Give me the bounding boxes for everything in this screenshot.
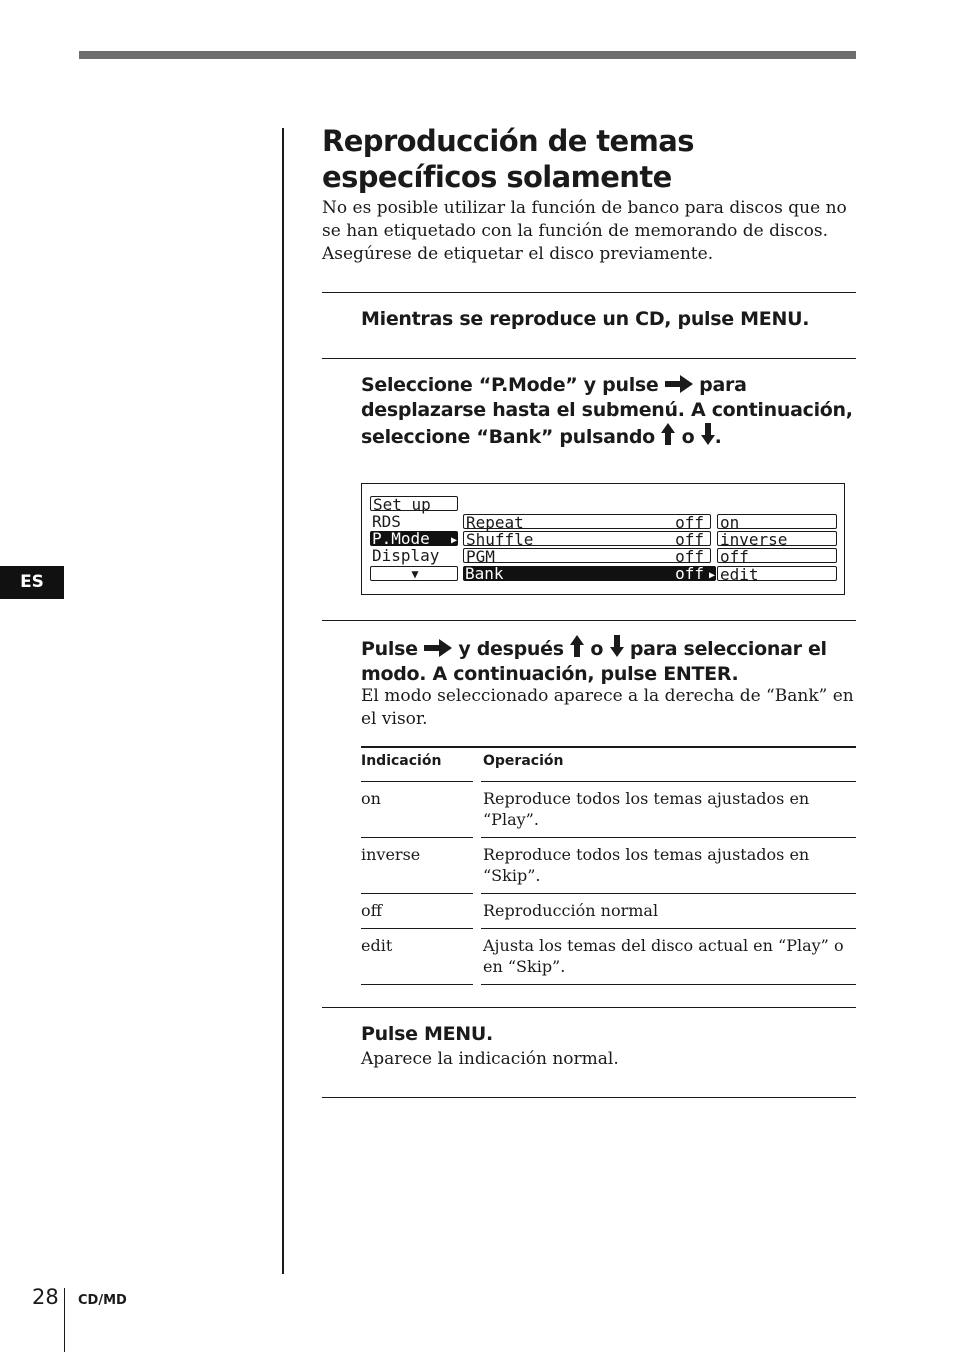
step-3 [361,635,856,687]
margin-rule [282,128,284,1274]
step-2-text: . [714,426,722,448]
play-triangle-icon: ▶ [708,570,715,581]
table-cell-operacion: Reproduce todos los temas ajustados en “Skip”. [483,845,810,885]
lcd-sub-label: PGM [466,547,495,566]
lcd-sub-label: Bank [465,564,504,583]
arrow-right-icon [424,639,452,657]
lcd-menu-item: RDS [372,512,401,531]
arrow-up-icon [661,423,675,445]
table-rule [481,893,856,894]
play-triangle-icon: ▶ [450,535,457,546]
table-cell-operacion: Ajusta los temas del disco actual en “Play” o en “Skip”. [483,936,844,976]
lcd-option: off [717,548,837,563]
table-rule [361,928,473,929]
table-rule [481,837,856,838]
step-3-note: El modo seleccionado aparece a la derecha de “Bank” en el visor. [361,686,854,729]
lcd-menu-item: Display [372,546,440,565]
table-rule [361,984,473,985]
table-top-rule [361,746,856,748]
lcd-sub-value: off [675,547,704,566]
step-2-text: para desplazarse hasta el submenú. A continuación, seleccione “Bank” pulsando [361,374,853,448]
step-3-text: o [590,638,604,660]
language-tab: ES [0,566,64,599]
table-cell-indicacion: on [361,789,381,808]
lcd-sub-label: Shuffle [466,530,534,549]
lcd-menu-item-selected [370,531,458,546]
divider [322,620,856,621]
step-3-text: Pulse [361,638,418,660]
table-rule [361,781,473,782]
step-1: Mientras se reproduce un CD, pulse MENU. [361,308,810,330]
lcd-sub-item [463,547,711,566]
step-3-text: y después [458,638,564,660]
divider [322,1007,856,1008]
footer-rule [64,1288,65,1352]
table-header-operacion: Operación [483,753,564,769]
lcd-sub-item [463,530,711,549]
lcd-option: inverse [717,531,837,546]
step-4-note: Aparece la indicación normal. [361,1049,619,1069]
lcd-sub-label: Repeat [466,513,524,532]
arrow-down-icon [701,423,715,445]
page-title: Reproducción de temas específicos solamente [322,124,694,194]
table-cell-indicacion: off [361,901,382,920]
arrow-right-icon [665,375,693,393]
lcd-menu-label: P.Mode [372,529,430,548]
page-number: 28 [32,1285,59,1309]
table-cell-operacion: Reproducción normal [483,901,659,920]
table-header-indicacion: Indicación [361,753,442,769]
lcd-sub-value: off [675,513,704,532]
table-cell-indicacion: edit [361,936,393,955]
footer-label: CD/MD [78,1293,127,1308]
step-4: Pulse MENU. [361,1023,493,1045]
lcd-menu-item: Set up [370,496,458,511]
table-cell-operacion: Reproduce todos los temas ajustados en “Play”. [483,789,810,829]
divider [322,292,856,293]
lcd-scroll-down: ▼ [370,566,458,581]
table-rule [361,893,473,894]
step-2-text: o [681,426,695,448]
table-rule [481,781,856,782]
step-2-text: Seleccione “P.Mode” y pulse [361,374,659,396]
intro-text: No es posible utilizar la función de banco para discos que no se han etiquetado con la función de memorando de discos. Asegúrese de etiquetar el disco previamente. [322,198,847,264]
lcd-option: edit [717,566,837,581]
table-rule [481,928,856,929]
lcd-sub-value: off [675,530,704,549]
lcd-sub-item [463,513,711,532]
lcd-display [361,483,845,595]
divider [322,1097,856,1098]
arrow-up-icon [570,635,584,657]
lcd-option: on [717,514,837,529]
lcd-sub-item-selected [463,566,716,581]
table-cell-indicacion: inverse [361,845,421,864]
table-rule [481,984,856,985]
arrow-down-icon [610,635,624,657]
divider [322,358,856,359]
top-bar [79,51,856,59]
table-rule [361,837,473,838]
step-2 [361,373,856,450]
lcd-sub-value: off [675,564,704,583]
step-3-text: para seleccionar el modo. A continuación, pulse ENTER. [361,638,827,685]
